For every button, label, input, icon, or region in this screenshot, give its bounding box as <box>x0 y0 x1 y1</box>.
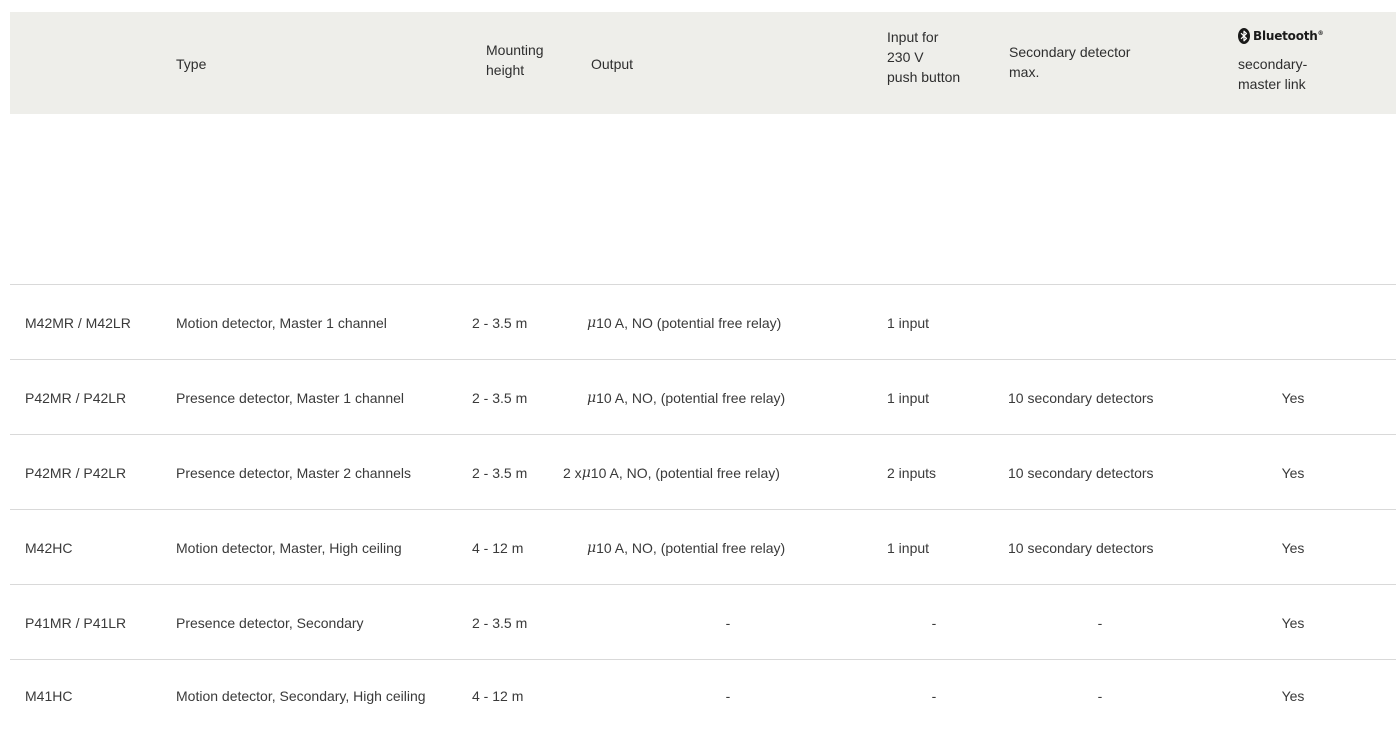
input-cell: - <box>931 614 937 631</box>
table-row <box>10 434 1396 510</box>
output-cell: - <box>725 614 731 631</box>
type-cell: Presence detector, Master 2 channels <box>176 464 412 481</box>
header-input: Input for 230 V push button <box>887 29 961 85</box>
model-cell: M42MR / M42LR <box>25 314 131 331</box>
height-cell: 2 - 3.5 m <box>472 314 528 331</box>
height-cell: 2 - 3.5 m <box>472 464 528 481</box>
secondary-cell: 10 secondary detectors <box>1008 464 1154 481</box>
link-cell: Yes <box>1281 464 1305 481</box>
height-cell: 2 - 3.5 m <box>472 389 528 406</box>
height-cell: 4 - 12 m <box>472 539 524 556</box>
output-cell: μ 10 A, NO (potential free relay) <box>587 314 782 331</box>
model-cell: P42MR / P42LR <box>25 464 127 481</box>
type-cell: Motion detector, Secondary, High ceiling <box>176 688 426 704</box>
table-row <box>10 659 1396 707</box>
table-header <box>10 12 1396 114</box>
input-cell: - <box>931 688 937 704</box>
height-cell: 4 - 12 m <box>472 688 524 704</box>
input-cell: 1 input <box>887 314 930 331</box>
link-cell: Yes <box>1281 389 1305 406</box>
type-cell: Motion detector, Master, High ceiling <box>176 539 402 556</box>
model-cell: M42HC <box>25 539 73 556</box>
secondary-cell: 10 secondary detectors <box>1008 539 1154 556</box>
model-cell: P42MR / P42LR <box>25 389 127 406</box>
input-cell: 1 input <box>887 389 930 406</box>
link-cell: Yes <box>1281 539 1305 556</box>
secondary-cell: - <box>1097 688 1103 704</box>
type-cell: Presence detector, Master 1 channel <box>176 389 405 406</box>
link-cell: Yes <box>1281 688 1305 704</box>
table-row <box>10 509 1396 585</box>
output-cell: 2 x μ 10 A, NO, (potential free relay) <box>563 464 780 481</box>
secondary-cell: - <box>1097 614 1103 631</box>
table-row <box>10 584 1396 660</box>
link-cell <box>1248 285 1338 360</box>
model-cell: P41MR / P41LR <box>25 614 127 631</box>
height-cell: 2 - 3.5 m <box>472 614 528 631</box>
type-cell: Motion detector, Master 1 channel <box>176 314 387 331</box>
link-cell: Yes <box>1281 614 1305 631</box>
header-type: Type <box>176 56 207 72</box>
secondary-cell: 10 secondary detectors <box>1008 389 1154 406</box>
output-cell: μ 10 A, NO, (potential free relay) <box>587 389 786 406</box>
model-cell: M41HC <box>25 688 73 704</box>
type-cell: Presence detector, Secondary <box>176 614 364 631</box>
output-cell: μ 10 A, NO, (potential free relay) <box>587 539 786 556</box>
header-mounting-height: Mounting height <box>486 42 544 78</box>
table-row <box>10 284 1396 360</box>
input-cell: 1 input <box>887 539 930 556</box>
header-output: Output <box>591 56 634 72</box>
input-cell: 2 inputs <box>887 464 937 481</box>
bluetooth-logo <box>1238 27 1323 45</box>
bluetooth-wordmark: Bluetooth® <box>1253 29 1324 43</box>
header-secondary-detector: Secondary detector max. <box>1009 44 1131 80</box>
output-cell: - <box>725 688 731 704</box>
bluetooth-icon <box>1238 28 1250 44</box>
table-row <box>10 359 1396 435</box>
header-link: secondary- master link <box>1238 56 1308 92</box>
